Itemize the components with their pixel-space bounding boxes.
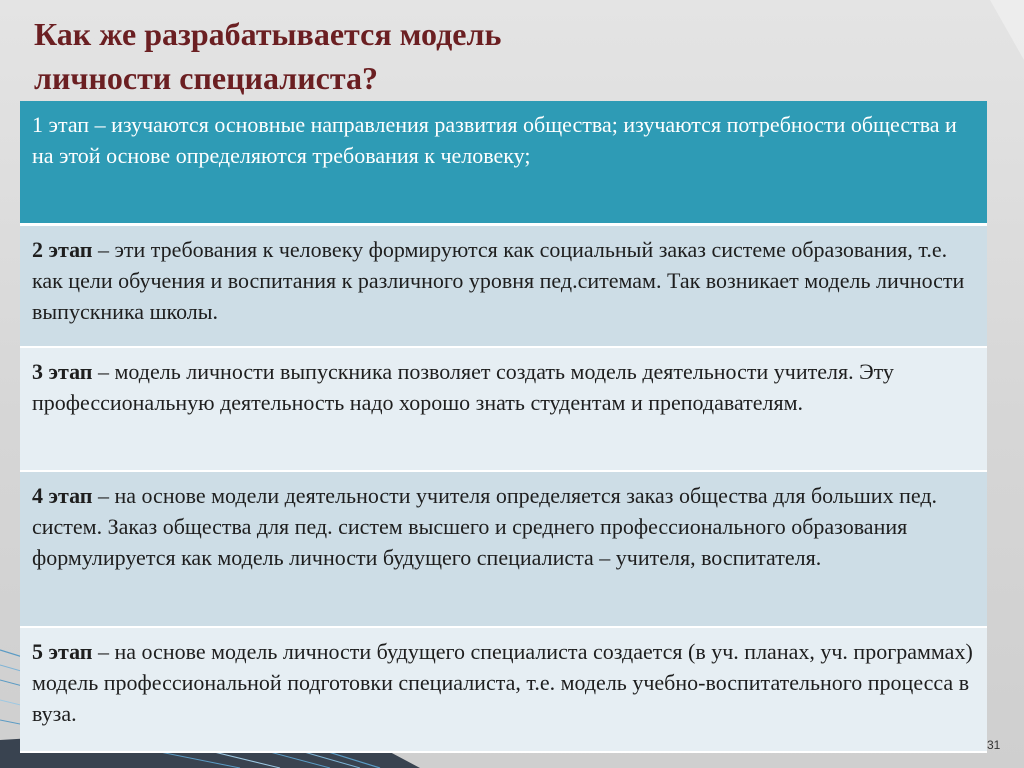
stage-row xyxy=(20,225,987,348)
stage-text: – модель личности выпускника позволяет создать модель деятельности учителя. Эту профессиональную деятельность надо хорошо знать студентам и преподавателям. xyxy=(32,359,894,415)
slide-title xyxy=(34,12,734,100)
stage-text: – на основе модель личности будущего специалиста создается (в уч. планах, уч. программах) модель профессиональной подготовки специалиста, т.е. модель учебно-воспитательного процесса в вуза. xyxy=(32,639,973,726)
stage-lead: 4 этап xyxy=(32,483,93,508)
stage-cell xyxy=(20,101,987,225)
stage-lead: 5 этап xyxy=(32,639,93,664)
stage-text: – на основе модели деятельности учителя определяется заказ общества для больших пед. систем. Заказ общества для пед. систем высшего и среднего профессионального образования формулируется как модель личности будущего специалиста – учителя, воспитателя. xyxy=(32,483,938,570)
stage-lead: 2 этап xyxy=(32,237,93,262)
stage-row xyxy=(20,627,987,752)
stage-text: – эти требования к человеку формируются как социальный заказ системе образования, т.е. как цели обучения и воспитания к различного уровня пед.ситемам. Так возникает модель личности выпускника школы. xyxy=(32,237,965,324)
stage-row xyxy=(20,471,987,627)
stage-cell xyxy=(20,627,987,752)
stages-table xyxy=(20,101,987,753)
stage-text: 1 этап – изучаются основные направления развития общества; изучаются потребности общества и на этой основе определяются требования к человеку; xyxy=(32,112,957,168)
stage-row xyxy=(20,101,987,225)
stage-cell xyxy=(20,347,987,471)
stage-row xyxy=(20,347,987,471)
corner-accent xyxy=(990,0,1024,60)
stage-lead: 3 этап xyxy=(32,359,93,384)
page-number: 31 xyxy=(987,738,1001,752)
title-line-2: личности специалиста? xyxy=(34,60,378,96)
title-line-1: Как же разрабатывается модель xyxy=(34,16,502,52)
stage-cell xyxy=(20,225,987,348)
stage-cell xyxy=(20,471,987,627)
